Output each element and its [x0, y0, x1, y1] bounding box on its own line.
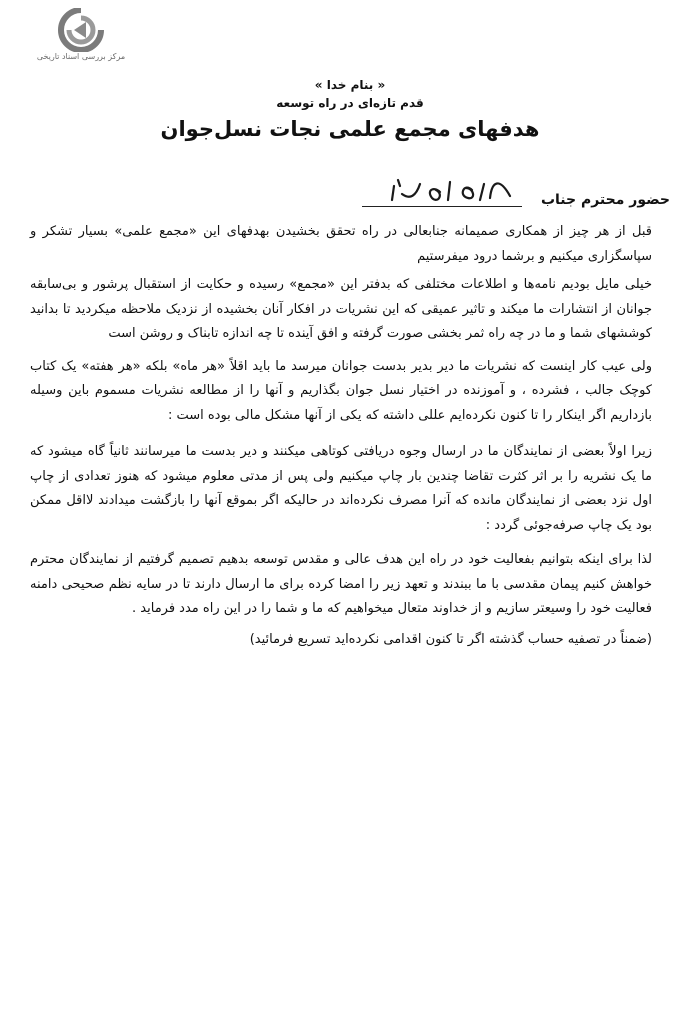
paragraph-4: زیرا اولاً بعضی از نمایندگان ما در ارسال وجوه دریافتی کوتاهی میکنند و دیر بدست ما میرسانند ثانیاً گاه میشود که ما یک نشریه را بر اثر کثرت تقاضا چندین بار چاپ میکنیم ولی پس از مدتی معلوم میشود که هنوز تعدادی از چاپ اول نزد بعضی از نمایندگان مانده که آنرا مصرف نکرده‌اند در حالیکه اگر بموقع آنها را بازگشت میدادند لااقل ممکن بود یک چاپ صرفه‌جوئی گردد : [30, 444, 652, 533]
subheading: قدم تازه‌ای در راه توسعه [276, 96, 424, 110]
paragraph-1: قبل از هر چیز از همکاری صمیمانه جنابعالی در راه تحقق بخشیدن بهدفهای این «مجمع علمی» بسیار تشکر و سپاسگزاری میکنیم و برشما درود میفرستیم [30, 224, 652, 264]
handwritten-signature [380, 174, 520, 208]
letter [30, 72, 670, 652]
paragraph-5: لذا برای اینکه بتوانیم بفعالیت خود در راه این هدف عالی و مقدس توسعه بدهیم تصمیم گرفتیم از نمایندگان محترم خواهش کنیم پیمان مقدسی با ما ببندند و تعهد زیر را امضا کرده برای ما ارسال دارند تا در سایه نظم صحیحی دامنه فعالیت خود را وسیعتر سازیم و از خداوند متعال میخواهیم که ما و شما را در این راه مدد فرماید . [30, 552, 652, 616]
archive-center-logo [36, 8, 126, 68]
logo-caption: مرکز بررسی اسناد تاریخی [36, 52, 126, 61]
archive-center-logo-icon [56, 8, 106, 52]
invocation: « بنام خدا » [314, 78, 386, 92]
address-line [30, 188, 670, 214]
letter-title: هدفهای مجمع علمی نجات نسل‌جوان [160, 117, 540, 141]
paragraph-3: ولی عیب کار اینست که نشریات ما دیر بدیر بدست جوانان میرسد ما باید اقلاً «هر ماه» بلکه «هر هفته» یک کتاب کوچک جالب ، فشرده ، و آموزنده در اختیار نسل جوان بگذاریم و آنها را از مطالعه نشریات مسموم باین وسیله بازداریم اگر اینکار را تا کنون نکرده‌ایم عللی داشته که یکی از آنها مشکل مالی بوده است : [30, 358, 652, 423]
paragraph-2: خیلی مایل بودیم نامه‌ها و اطلاعات مختلفی که بدفتر این «مجمع» رسیده و حکایت از استقبال پرشور و بی‌سابقه جوانان از انتشارات ما میکند و تاثیر عمیقی که این نشریات در افکار آنان بخشیده از نزدیک ملاحظه میکردید تا بدانید کوششهای شما و ما در چه راه ثمر بخشی صورت گرفته و افق آینده تا چه اندازه تابناک و روشن است [30, 277, 652, 341]
paragraph-6: (ضمناً در تصفیه حساب گذشته اگر تا کنون اقدامی نکرده‌اید تسریع فرمائید) [249, 631, 652, 647]
address-label: حضور محترم جناب [540, 192, 670, 208]
